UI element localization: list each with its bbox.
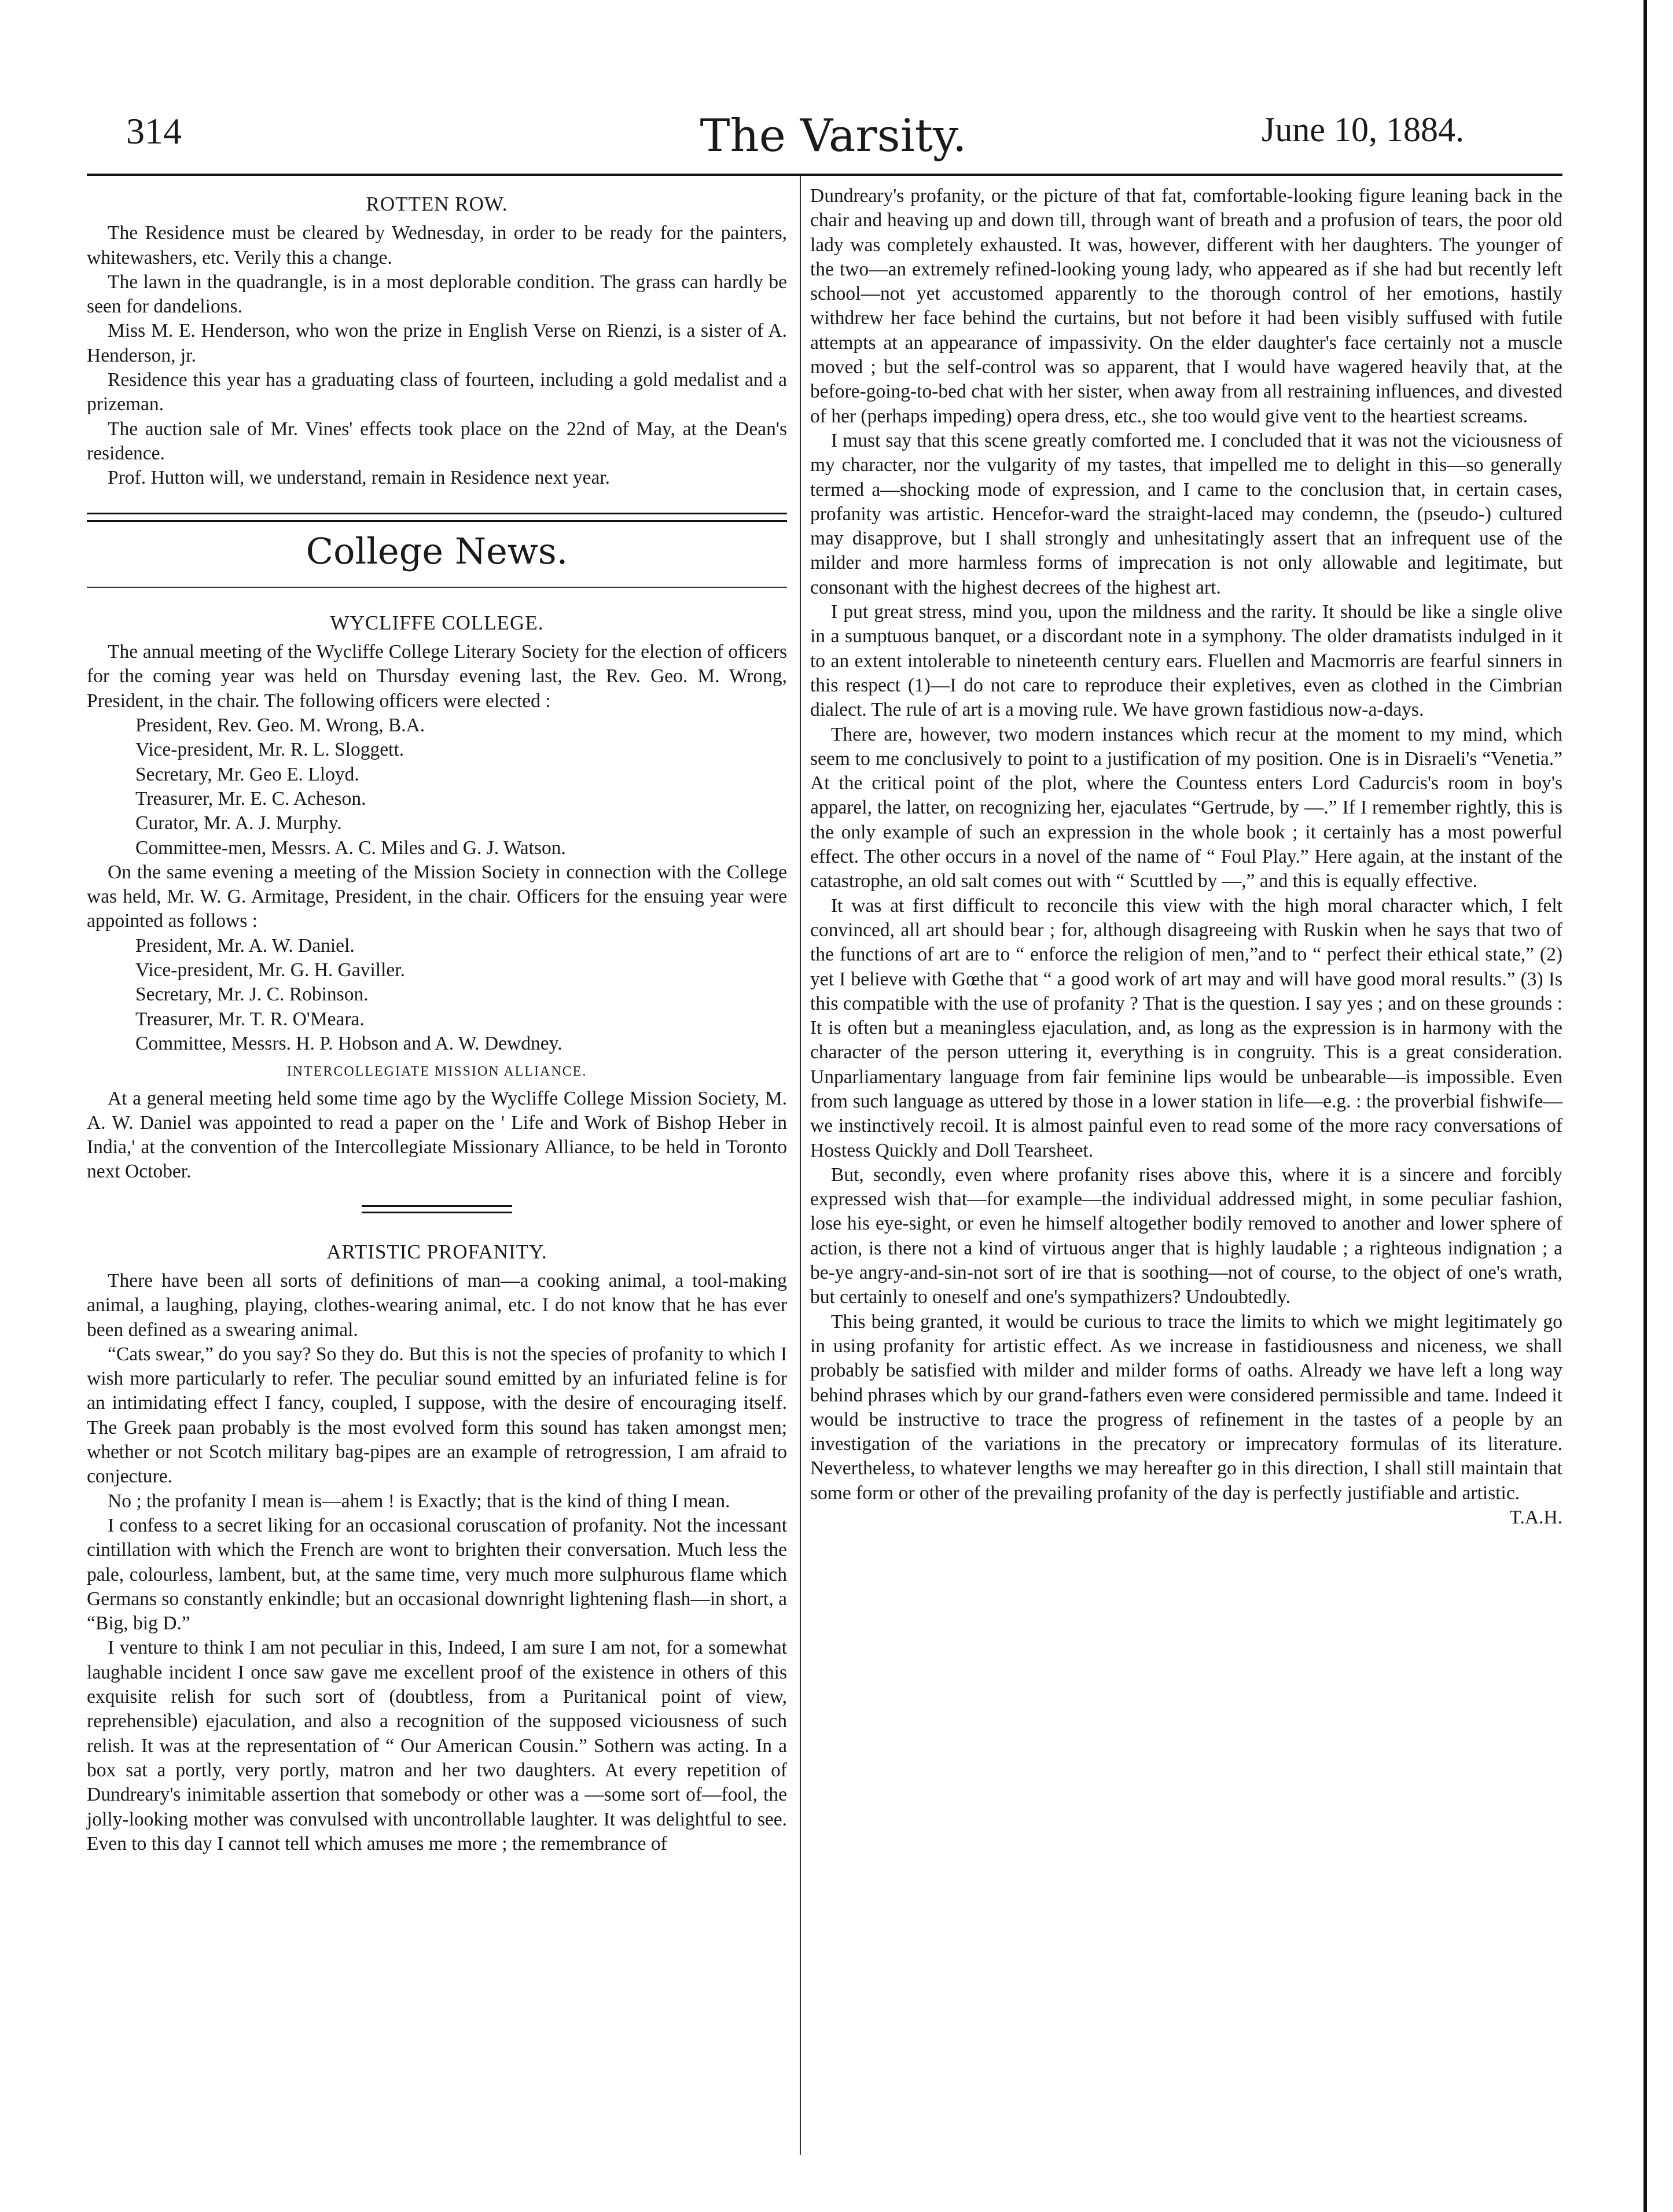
- college-news-banner: College News.: [306, 529, 568, 572]
- officer-entry: President, Rev. Geo. M. Wrong, B.A.: [135, 715, 425, 737]
- short-divider-rule: [362, 1205, 512, 1213]
- mission-alliance-subhead: INTERCOLLEGIATE MISSION ALLIANCE.: [286, 1064, 587, 1080]
- article-paragraph: I venture to think I am not peculiar in this, Indeed, I am sure I am not, for a somewhat laughable incident I once saw gave me excellent proof of the existence in others of this exquisite relish for such sort of (doubtless, from a Puritanical point of view, reprehensible) ejaculation, and also a recognition of the supposed viciousness of such relish. It was at the representation of “ Our American Cousin.” Sothern was acting. In a box sat a portly, very portly, matron and her two daughters. At every repetition of Dundreary's inimitable assertion that somebody or other was a —some sort of—fool, the jolly-looking mother was convulsed with uncontrollable laughter. It was delightful to see. Even to this day I cannot tell which amuses me more ; the remembrance of: [87, 1637, 787, 1854]
- alliance-paragraph: At a general meeting held some time ago by the Wycliffe College Mission Society, M. A. W. Daniel was appointed to read a paper on the ' Life and Work of Bishop Heber in India,' at the convention of the Intercollegiate Missionary Alliance, to be held in Toronto next October.: [87, 1087, 787, 1183]
- article-paragraph: No ; the profanity I mean is—ahem ! is Exactly; that is the kind of thing I mean.: [108, 1490, 730, 1512]
- officer-entry: Secretary, Mr. J. C. Robinson.: [135, 984, 369, 1006]
- article-paragraph: This being granted, it would be curious to trace the limits to which we might legitimately go in using profanity for artistic effect. As we increase in fastidiousness and niceness, we shall probably be satisfied with milder and milder forms of oaths. Already we have left a long way behind phrases which by our grand-fathers even were considered permissible and tame. Indeed it would be instructive to trace the progress of refinement in the tastes of a people by an investigation of the variations in the precatory or imprecatory formulas of its literature. Nevertheless, to whatever lengths we may hereafter go in this direction, I shall still maintain that some form or other of the prevailing profanity of the day is perfectly justifiable and artistic.: [810, 1311, 1562, 1504]
- wycliffe-college-title: WYCLIFFE COLLEGE.: [330, 611, 544, 634]
- article-paragraph: I must say that this scene greatly comforted me. I concluded that it was not the viciousness of my character, nor the vulgarity of my tastes, that impelled me to delight in this—so generally termed a—shocking mode of expression, and I came to the conclusion that, in certain cases, profanity was artistic. Hencefor-ward the straight-laced may condemn, the (pseudo-) cultured may disapprove, but I shall strongly and unhesitatingly assert that an infrequent use of the milder and more harmless forms of imprecation is not only allowable and legitimate, but consonant with the highest decrees of the highest art.: [810, 429, 1562, 598]
- masthead-title: The Varsity.: [700, 110, 967, 162]
- officer-entry: Secretary, Mr. Geo E. Lloyd.: [135, 763, 359, 785]
- mission-officers-list: [135, 934, 787, 1056]
- officer-entry: Committee-men, Messrs. A. C. Miles and G. J. Watson.: [135, 837, 566, 859]
- section-divider-rule: [87, 513, 787, 522]
- author-signature: T.A.H.: [1509, 1507, 1562, 1529]
- article-paragraph: There are, however, two modern instances which recur at the moment to my mind, which seem to me conclusively to point to a justification of my position. One is in Disraeli's “Venetia.” At the critical point of the plot, where the Countess enters Lord Cadurcis's room in boy's apparel, the latter, on recognizing her, ejaculates “Gertrude, by —.” If I remember rightly, this is the only example of such an expression in the whole book ; it certainly has a most powerful effect. The other occurs in a novel of the name of “ Foul Play.” Here again, at the instant of the catastrophe, an old salt comes out with “ Scuttled by —,” and this is equally effective.: [810, 723, 1562, 892]
- article-paragraph: “Cats swear,” do you say? So they do. But this is not the species of profanity to which I wish more particularly to refer. The peculiar sound emitted by an infuriated feline is for an intimidating effect I fancy, coupled, I suppose, with the desire of encouraging itself. The Greek paan probably is the most evolved form this sound has taken amongst men; whether or not Scotch military bag-pipes are an example of retrogression, I am afraid to conjecture.: [87, 1343, 787, 1488]
- officer-entry: President, Mr. A. W. Daniel.: [135, 934, 355, 956]
- officer-entry: Vice-president, Mr. G. H. Gaviller.: [135, 959, 405, 981]
- artistic-profanity-title: ARTISTIC PROFANITY.: [326, 1240, 547, 1263]
- rotten-row-paragraph: The lawn in the quadrangle, is in a most deplorable condition. The grass can hardly be seen for dandelions.: [87, 271, 787, 318]
- column-divider: [800, 176, 801, 2155]
- article-paragraph: There have been all sorts of definitions of man—a cooking animal, a tool-making animal, a laughing, playing, clothes-wearing animal, etc. I do not know that he has ever been defined as a swearing animal.: [87, 1269, 787, 1341]
- issue-date: June 10, 1884.: [1262, 111, 1464, 149]
- page-edge-border: [1643, 0, 1647, 2212]
- banner-rule: [87, 587, 787, 588]
- header-rule: [87, 174, 1562, 176]
- article-paragraph: I confess to a secret liking for an occasional coruscation of profanity. Not the incessant cintillation with which the French are wont to brighten their conversation. Much less the pale, colourless, lambent, but, at the same time, very much more sulphurous flame which Germans so constantly enkindle; but an occasional downright lightening flash—in short, a “Big, big D.”: [87, 1514, 787, 1635]
- wycliffe-intro: The annual meeting of the Wycliffe College Literary Society for the election of officers for the coming year was held on Thursday evening last, the Rev. Geo. M. Wrong, President, in the chair. The following officers were elected :: [87, 641, 787, 712]
- article-paragraph: I put great stress, mind you, upon the mildness and the rarity. It should be like a single olive in a sumptuous banquet, or a discordant note in a symphony. The older dramatists indulged in it to an extent intolerable to nineteenth century ears. Fluellen and Macmorris are fearful sinners in this respect (1)—I do not care to reproduce their expletives, even as clothed in the Cimbrian dialect. The rule of art is a moving rule. We have grown fastidious now-a-days.: [810, 601, 1562, 721]
- rotten-row-paragraph: Prof. Hutton will, we understand, remain in Residence next year.: [108, 467, 610, 489]
- rotten-row-paragraph: The auction sale of Mr. Vines' effects took place on the 22nd of May, at the Dean's residence.: [87, 418, 787, 464]
- mission-society-intro: On the same evening a meeting of the Mission Society in connection with the College was held, Mr. W. G. Armitage, President, in the chair. Officers for the ensuing year were appointed as follows :: [87, 861, 787, 932]
- officer-entry: Treasurer, Mr. E. C. Acheson.: [135, 787, 366, 809]
- rotten-row-title: ROTTEN ROW.: [366, 193, 508, 215]
- officer-entry: Committee, Messrs. H. P. Hobson and A. W. Dewdney.: [135, 1032, 562, 1054]
- officers-list: [135, 713, 787, 860]
- rotten-row-paragraph: Miss M. E. Henderson, who won the prize in English Verse on Rienzi, is a sister of A. Henderson, jr.: [87, 320, 787, 366]
- rotten-row-paragraph: Residence this year has a graduating class of fourteen, including a gold medalist and a prizeman.: [87, 369, 787, 415]
- officer-entry: Curator, Mr. A. J. Murphy.: [135, 812, 342, 834]
- officer-entry: Vice-president, Mr. R. L. Sloggett.: [135, 739, 405, 761]
- right-column: [810, 184, 1562, 1530]
- left-column: [87, 184, 787, 1856]
- article-paragraph: Dundreary's profanity, or the picture of that fat, comfortable-looking figure leaning back in the chair and heaving up and down till, through want of breath and a profusion of tears, the poor old lady was completely exhausted. It was, however, different with her daughters. The younger of the two—an extremely refined-looking young lady, who appeared as if she had but recently left school—not yet accustomed apparently to the thorough control of her emotions, hastily withdrew her face behind the curtains, but not before it had been visibly suffused with futile attempts at an appearance of impassivity. On the elder daughter's face certainly not a muscle moved ; but the self-control was so apparent, that I would have wagered heavily that, at the before-going-to-bed chat with her sister, when away from all restraining influences, and divested of her (perhaps impeding) opera dress, etc., she too would give vent to the heartiest screams.: [810, 185, 1562, 427]
- page-number: 314: [126, 111, 182, 152]
- article-paragraph: It was at first difficult to reconcile this view with the high moral character which, I felt convinced, all art should bear ; for, although disagreeing with Ruskin when he says that two of the functions of art are to “ enforce the religion of men,”and to “ perfect their ethical state,” (2) yet I believe with Gœthe that “ a good work of art may and will have good moral results.” (3) Is this compatible with the use of profanity ? That is the question. I say yes ; and on these grounds : It is often but a meaningless ejaculation, and, as long as the expression is in harmony with the character of the person uttering it, everything is in congruity. This is a great consideration. Unparliamentary language from fair feminine lips would be unbearable—is impossible. Even from such language as uttered by those in a lower station in life—e.g. : the proverbial fishwife—we instinctively recoil. It is almost painful even to read some of the more racy conversations of Hostess Quickly and Doll Tearsheet.: [810, 895, 1562, 1161]
- officer-entry: Treasurer, Mr. T. R. O'Meara.: [135, 1008, 365, 1030]
- rotten-row-paragraph: The Residence must be cleared by Wednesday, in order to be ready for the painters, whitewashers, etc. Verily this a change.: [87, 222, 787, 268]
- article-paragraph: But, secondly, even where profanity rises above this, where it is a sincere and forcibly expressed wish that—for example—the individual addressed might, in some peculiar fashion, lose his eye-sight, or even he himself altogether bodily removed to another and lower sphere of action, is there not a kind of virtuous anger that is highly laudable ; a righteous indignation ; a be-ye angry-and-sin-not sort of ire that is soothing—not of course, to the object of one's wrath, but certainly to oneself and one's sympathizers? Undoubtedly.: [810, 1164, 1562, 1308]
